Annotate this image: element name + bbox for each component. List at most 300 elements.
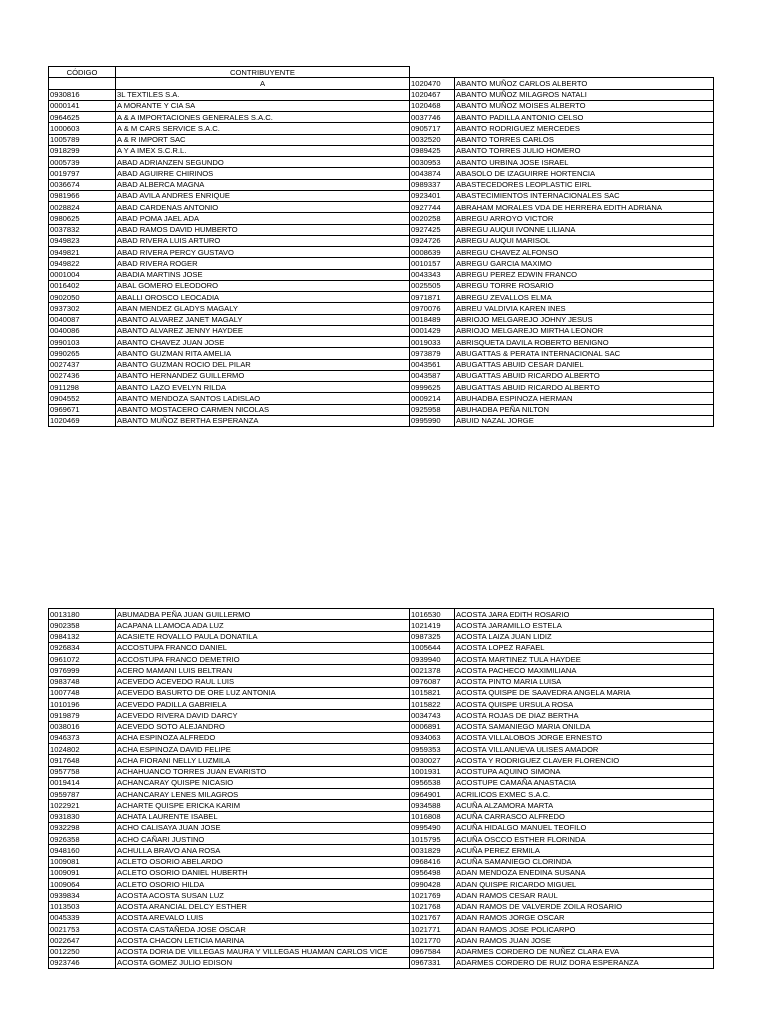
code-cell: 0971871 [410,292,455,303]
name-cell: ACHULLA BRAVO ANA ROSA [116,845,410,856]
code-cell: 0989425 [410,145,455,156]
name-cell: ACASIETE ROVALLO PAULA DONATILA [116,631,410,642]
code-cell: 0030953 [410,157,455,168]
code-cell: 0937302 [49,303,116,314]
table-row [49,654,714,665]
code-cell: 0924726 [410,235,455,246]
code-cell: 0949823 [49,235,116,246]
name-cell: A & M CARS SERVICE S.A.C. [116,123,410,134]
code-cell: 0019797 [49,168,116,179]
name-cell: ACOSTA JARA EDITH ROSARIO [455,609,714,620]
code-cell: 0925958 [410,404,455,415]
name-cell: ABUID NAZAL JORGE [455,415,714,426]
table-row [49,811,714,822]
code-cell: 1020469 [49,415,116,426]
code-cell: 0939834 [49,890,116,901]
code-cell: 1021768 [410,901,455,912]
table-row [49,834,714,845]
code-cell: 0019414 [49,777,116,788]
code-cell: 0976999 [49,665,116,676]
code-cell: 0927425 [410,224,455,235]
name-cell: ACEVEDO SOTO ALEJANDRO [116,721,410,732]
code-cell: 1009081 [49,856,116,867]
code-cell: 0948160 [49,845,116,856]
table-row [49,732,714,743]
name-cell: ACOSTA LAIZA JUAN LIDIZ [455,631,714,642]
name-cell: ABAD POMA JAEL ADA [116,213,410,224]
name-cell: ACLETO OSORIO ABELARDO [116,856,410,867]
name-cell: ABANTO MUÑOZ CARLOS ALBERTO [455,78,714,89]
name-cell: ABRAHAM MORALES VDA DE HERRERA EDITH ADRIANA [455,202,714,213]
code-cell: 0016402 [49,280,116,291]
name-cell: ABRIOJO MELGAREJO MIRTHA LEONOR [455,325,714,336]
table-row [49,404,714,415]
name-cell: ACOSTA QUISPE DE SAAVEDRA ANGELA MARIA [455,687,714,698]
name-cell: ABREGU GARCIA MAXIMO [455,258,714,269]
table-row [49,179,714,190]
name-cell: ACHANCARAY QUISPE NICASIO [116,777,410,788]
name-cell: ABANTO GUZMAN RITA AMELIA [116,348,410,359]
name-cell: ACEVEDO BASURTO DE ORE LUZ ANTONIA [116,687,410,698]
code-cell: 0027437 [49,359,116,370]
name-cell: ACHA ESPINOZA ALFREDO [116,732,410,743]
code-cell: 1015795 [410,834,455,845]
code-cell: 0045339 [49,912,116,923]
code-cell: 0013180 [49,609,116,620]
table-row [49,924,714,935]
name-cell: ACOSTA ROJAS DE DIAZ BERTHA [455,710,714,721]
name-cell: ABAD ALBERCA MAGNA [116,179,410,190]
code-cell: 0043587 [410,370,455,381]
table-row [49,145,714,156]
code-cell: 0923746 [49,957,116,968]
table-row [49,314,714,325]
name-cell: ACOSTA CASTAÑEDA JOSE OSCAR [116,924,410,935]
name-cell: ACOSTUPE CAMAÑA ANASTACIA [455,777,714,788]
name-cell: ACHA FIORANI NELLY LUZMILA [116,755,410,766]
name-cell: ABANTO ALVAREZ JENNY HAYDEE [116,325,410,336]
name-cell: ACOSTA AREVALO LUIS [116,912,410,923]
name-cell: ACHO CALISAYA JUAN JOSE [116,822,410,833]
code-cell: 0981966 [49,190,116,201]
name-cell: ABANTO GUZMAN ROCIO DEL PILAR [116,359,410,370]
table-row [49,78,714,89]
name-cell: ABUHADBA PEÑA NILTON [455,404,714,415]
name-cell: ACEVEDO RIVERA DAVID DARCY [116,710,410,721]
code-cell: 0967584 [410,946,455,957]
name-cell: ABAD RIVERA LUIS ARTURO [116,235,410,246]
table-row [49,100,714,111]
code-cell: 0902358 [49,620,116,631]
name-cell: ABANTO MUÑOZ MOISES ALBERTO [455,100,714,111]
name-cell: A Y A IMEX S.C.R.L. [116,145,410,156]
table-row [49,957,714,968]
name-cell: ABANTO HERNANDEZ GUILLERMO [116,370,410,381]
code-cell: 0964901 [410,789,455,800]
code-cell: 1005789 [49,134,116,145]
code-cell: 1009091 [49,867,116,878]
code-cell: 0989337 [410,179,455,190]
code-cell: 0984132 [49,631,116,642]
code-cell: 0956538 [410,777,455,788]
empty-cell [49,78,116,89]
table-row [49,89,714,100]
code-cell: 0038016 [49,721,116,732]
name-cell: ABREGU PEREZ EDWIN FRANCO [455,269,714,280]
name-cell: ACUÑA OSCCO ESTHER FLORINDA [455,834,714,845]
code-cell: 0973879 [410,348,455,359]
table-row [49,631,714,642]
code-cell: 0037832 [49,224,116,235]
name-cell: ACOSTA VILLALOBOS JORGE ERNESTO [455,732,714,743]
name-cell: ABUGATTAS & PERATA INTERNACIONAL SAC [455,348,714,359]
table-row [49,325,714,336]
name-cell: ACOSTA JARAMILLO ESTELA [455,620,714,631]
code-cell: 0995490 [410,822,455,833]
code-cell: 1016530 [410,609,455,620]
table-row [49,935,714,946]
code-cell: 0918299 [49,145,116,156]
table-row [49,168,714,179]
name-cell: ACCOSTUPA FRANCO DANIEL [116,642,410,653]
table-row [49,755,714,766]
name-cell: ABREGU CHAVEZ ALFONSO [455,247,714,258]
code-cell: 0905717 [410,123,455,134]
code-cell: 1021771 [410,924,455,935]
code-cell: 0018489 [410,314,455,325]
code-cell: 1013503 [49,901,116,912]
code-cell: 1010196 [49,699,116,710]
name-cell: ABANTO PADILLA ANTONIO CELSO [455,112,714,123]
name-cell: ABANTO MENDOZA SANTOS LADISLAO [116,393,410,404]
code-cell: 0968416 [410,856,455,867]
taxpayer-table-2 [48,608,714,969]
name-cell: A MORANTE Y CIA SA [116,100,410,111]
name-cell: ACOSTA CHACON LETICIA MARINA [116,935,410,946]
name-cell: A & R IMPORT SAC [116,134,410,145]
table-row [49,800,714,811]
code-cell: 1001931 [410,766,455,777]
table-row [49,620,714,631]
code-cell: 0001004 [49,269,116,280]
name-cell: ADAN RAMOS JUAN JOSE [455,935,714,946]
name-cell: ABREGU AUQUI IVONNE LILIANA [455,224,714,235]
name-cell: ACHATA LAURENTE ISABEL [116,811,410,822]
code-cell: 1005644 [410,642,455,653]
code-cell: 1020467 [410,89,455,100]
code-cell: 0043561 [410,359,455,370]
code-cell: 1020470 [410,78,455,89]
name-cell: ABANTO LAZO EVELYN RILDA [116,382,410,393]
table-row [49,879,714,890]
code-cell: 0990265 [49,348,116,359]
table-row [49,609,714,620]
name-cell: ACLETO OSORIO DANIEL HUBERTH [116,867,410,878]
table-row [49,190,714,201]
name-cell: ABREGU ARROYO VICTOR [455,213,714,224]
name-cell: ACHANCARAY LENES MILAGROS [116,789,410,800]
code-cell: 0990103 [49,337,116,348]
table-row [49,710,714,721]
name-cell: ADARMES CORDERO DE RUIZ DORA ESPERANZA [455,957,714,968]
code-cell: 0923401 [410,190,455,201]
table-row [49,370,714,381]
name-cell: ACUÑA HIDALGO MANUEL TEOFILO [455,822,714,833]
name-cell: ACOSTA PINTO MARIA LUISA [455,676,714,687]
code-cell: 0926358 [49,834,116,845]
table-row [49,777,714,788]
table-row [49,202,714,213]
code-cell: 0034743 [410,710,455,721]
name-cell: ACOSTA GOMEZ JULIO EDISON [116,957,410,968]
name-cell: ABASOLO DE IZAGUIRRE HORTENCIA [455,168,714,179]
table-row [49,258,714,269]
code-cell: 1000603 [49,123,116,134]
code-cell: 0902050 [49,292,116,303]
name-cell: ABREU VALDIVIA KAREN INES [455,303,714,314]
code-cell: 0037746 [410,112,455,123]
code-cell: 0932298 [49,822,116,833]
code-cell: 0976087 [410,676,455,687]
code-cell: 1021419 [410,620,455,631]
code-cell: 0957758 [49,766,116,777]
table-row [49,348,714,359]
table-row [49,687,714,698]
name-cell: ABAD RIVERA PERCY GUSTAVO [116,247,410,258]
code-cell: 0030027 [410,755,455,766]
name-cell: ADAN RAMOS JORGE OSCAR [455,912,714,923]
table-row [49,946,714,957]
code-cell: 0005739 [49,157,116,168]
code-cell: 0008639 [410,247,455,258]
name-cell: ADAN RAMOS DE VALVERDE ZOILA ROSARIO [455,901,714,912]
name-cell: ABADIA MARTINS JOSE [116,269,410,280]
code-cell: 1021767 [410,912,455,923]
code-cell: 0021753 [49,924,116,935]
name-cell: ACLETO OSORIO HILDA [116,879,410,890]
code-cell: 0995990 [410,415,455,426]
code-cell: 0028824 [49,202,116,213]
code-cell: 0043874 [410,168,455,179]
code-cell: 1015821 [410,687,455,698]
name-cell: ADAN RAMOS JOSE POLICARPO [455,924,714,935]
name-cell: ABALLI OROSCO LEOCADIA [116,292,410,303]
table-row [49,744,714,755]
table-row [49,665,714,676]
name-cell: ACOSTA SAMANIEGO MARIA ONILDA [455,721,714,732]
code-cell: 0961072 [49,654,116,665]
section-letter: A [116,78,410,89]
name-cell: ADAN QUISPE RICARDO MIGUEL [455,879,714,890]
table-row [49,359,714,370]
code-cell: 0040087 [49,314,116,325]
name-cell: ACEVEDO ACEVEDO RAUL LUIS [116,676,410,687]
code-cell: 0012250 [49,946,116,957]
name-cell: ACUÑA CARRASCO ALFREDO [455,811,714,822]
table-row [49,789,714,800]
name-cell: ABANTO RODRIGUEZ MERCEDES [455,123,714,134]
name-cell: ABAD AVILA ANDRES ENRIQUE [116,190,410,201]
code-cell: 0959787 [49,789,116,800]
name-cell: ABRIOJO MELGAREJO JOHNY JESUS [455,314,714,325]
code-cell: 0019033 [410,337,455,348]
code-cell: 1016808 [410,811,455,822]
table-row [49,337,714,348]
name-cell: ABAN MENDEZ GLADYS MAGALY [116,303,410,314]
code-cell: 0964625 [49,112,116,123]
name-cell: ABANTO ALVAREZ JANET MAGALY [116,314,410,325]
name-cell: ACCOSTUPA FRANCO DEMETRIO [116,654,410,665]
table-row [49,157,714,168]
table-row [49,393,714,404]
name-cell: ABUMADBA PEÑA JUAN GUILLERMO [116,609,410,620]
code-cell: 0022647 [49,935,116,946]
name-cell: ABUGATTAS ABUID CESAR DANIEL [455,359,714,370]
code-cell: 0939940 [410,654,455,665]
table-row [49,721,714,732]
name-cell: ADAN RAMOS CESAR RAUL [455,890,714,901]
table-row [49,766,714,777]
table-row [49,901,714,912]
name-cell: ABANTO TORRES JULIO HOMERO [455,145,714,156]
code-cell: 0934588 [410,800,455,811]
code-cell: 0904552 [49,393,116,404]
name-cell: ACHARTE QUISPE ERICKA KARIM [116,800,410,811]
name-cell: ADAN MENDOZA ENEDINA SUSANA [455,867,714,878]
code-cell: 0959353 [410,744,455,755]
name-cell: ACOSTA MARTINEZ TULA HAYDEE [455,654,714,665]
code-cell: 0967331 [410,957,455,968]
name-cell: ACUÑA PEREZ ERMILA [455,845,714,856]
name-cell: ACOSTUPA AQUINO SIMONA [455,766,714,777]
code-cell: 0980625 [49,213,116,224]
name-cell: ABREGU AUQUI MARISOL [455,235,714,246]
table-row [49,676,714,687]
name-cell: ABREGU ZEVALLOS ELMA [455,292,714,303]
name-cell: ACRILICOS EXMEC S.A.C. [455,789,714,800]
code-cell: 0031829 [410,845,455,856]
code-cell: 0025505 [410,280,455,291]
code-cell: 0006891 [410,721,455,732]
codigo-header: CÓDIGO [49,67,116,78]
header-row [49,67,714,78]
code-cell: 1021770 [410,935,455,946]
name-cell: ACOSTA DORIA DE VILLEGAS MAURA Y VILLEGAS HUAMAN CARLOS VICE [116,946,410,957]
name-cell: ABREGU TORRE ROSARIO [455,280,714,291]
code-cell: 0949821 [49,247,116,258]
code-cell: 0036674 [49,179,116,190]
name-cell: ABUGATTAS ABUID RICARDO ALBERTO [455,382,714,393]
code-cell: 0040086 [49,325,116,336]
code-cell: 0001429 [410,325,455,336]
code-cell: 0990428 [410,879,455,890]
table-row [49,123,714,134]
name-cell: ACERO MAMANI LUIS BELTRAN [116,665,410,676]
code-cell: 0930816 [49,89,116,100]
table-row [49,280,714,291]
code-cell: 1022921 [49,800,116,811]
name-cell: ACOSTA Y RODRIGUEZ CLAVER FLORENCIO [455,755,714,766]
code-cell: 1020468 [410,100,455,111]
name-cell: ABASTECEDORES LEOPLASTIC EIRL [455,179,714,190]
code-cell: 0969671 [49,404,116,415]
name-cell: ABANTO URBINA JOSE ISRAEL [455,157,714,168]
table-row [49,112,714,123]
name-cell: ABANTO MOSTACERO CARMEN NICOLAS [116,404,410,415]
code-cell: 0934063 [410,732,455,743]
name-cell: 3L TEXTILES S.A. [116,89,410,100]
table-row [49,269,714,280]
name-cell: ACOSTA VILLANUEVA ULISES AMADOR [455,744,714,755]
name-cell: ABANTO TORRES CARLOS [455,134,714,145]
contribuyente-header: CONTRIBUYENTE [116,67,410,78]
table-row [49,213,714,224]
table-row [49,642,714,653]
code-cell: 0927744 [410,202,455,213]
table-row [49,912,714,923]
name-cell: ACHAHUANCO TORRES JUAN EVARISTO [116,766,410,777]
table-row [49,856,714,867]
name-cell: ABANTO MUÑOZ BERTHA ESPERANZA [116,415,410,426]
name-cell: ACHO CAÑARI JUSTINO [116,834,410,845]
table-row [49,845,714,856]
code-cell: 1009064 [49,879,116,890]
name-cell: ABANTO CHAVEZ JUAN JOSE [116,337,410,348]
name-cell: ACUÑA ALZAMORA MARTA [455,800,714,811]
name-cell: ACAPANA LLAMOCA ADA LUZ [116,620,410,631]
code-cell: 0987325 [410,631,455,642]
code-cell: 0021378 [410,665,455,676]
table-row [49,382,714,393]
name-cell: ACOSTA ACOSTA SUSAN LUZ [116,890,410,901]
code-cell: 0926834 [49,642,116,653]
code-cell: 0956498 [410,867,455,878]
table-row [49,224,714,235]
name-cell: ABAD CARDENAS ANTONIO [116,202,410,213]
code-cell: 0970076 [410,303,455,314]
name-cell: ABAD RIVERA ROGER [116,258,410,269]
table-row [49,292,714,303]
code-cell: 0000141 [49,100,116,111]
table-row [49,867,714,878]
name-cell: ABRISQUETA DAVILA ROBERTO BENIGNO [455,337,714,348]
code-cell: 0911298 [49,382,116,393]
code-cell: 0917648 [49,755,116,766]
code-cell: 0009214 [410,393,455,404]
name-cell: ACUÑA SAMANIEGO CLORINDA [455,856,714,867]
code-cell: 1024802 [49,744,116,755]
code-cell: 0983748 [49,676,116,687]
name-cell: ABAD RAMOS DAVID HUMBERTO [116,224,410,235]
code-cell: 1015822 [410,699,455,710]
code-cell: 0027436 [49,370,116,381]
code-cell: 1007748 [49,687,116,698]
code-cell: 0949822 [49,258,116,269]
table-row [49,415,714,426]
code-cell: 0032520 [410,134,455,145]
taxpayer-table-1 [48,66,714,427]
name-cell: ACOSTA ARANCIAL DELCY ESTHER [116,901,410,912]
name-cell: ACHA ESPINOZA DAVID FELIPE [116,744,410,755]
name-cell: ABANTO MUÑOZ MILAGROS NATALI [455,89,714,100]
code-cell: 0020258 [410,213,455,224]
code-cell: 0043343 [410,269,455,280]
table-row [49,699,714,710]
name-cell: ADARMES CORDERO DE NUÑEZ CLARA EVA [455,946,714,957]
code-cell: 0010157 [410,258,455,269]
code-cell: 0919879 [49,710,116,721]
table-row [49,134,714,145]
